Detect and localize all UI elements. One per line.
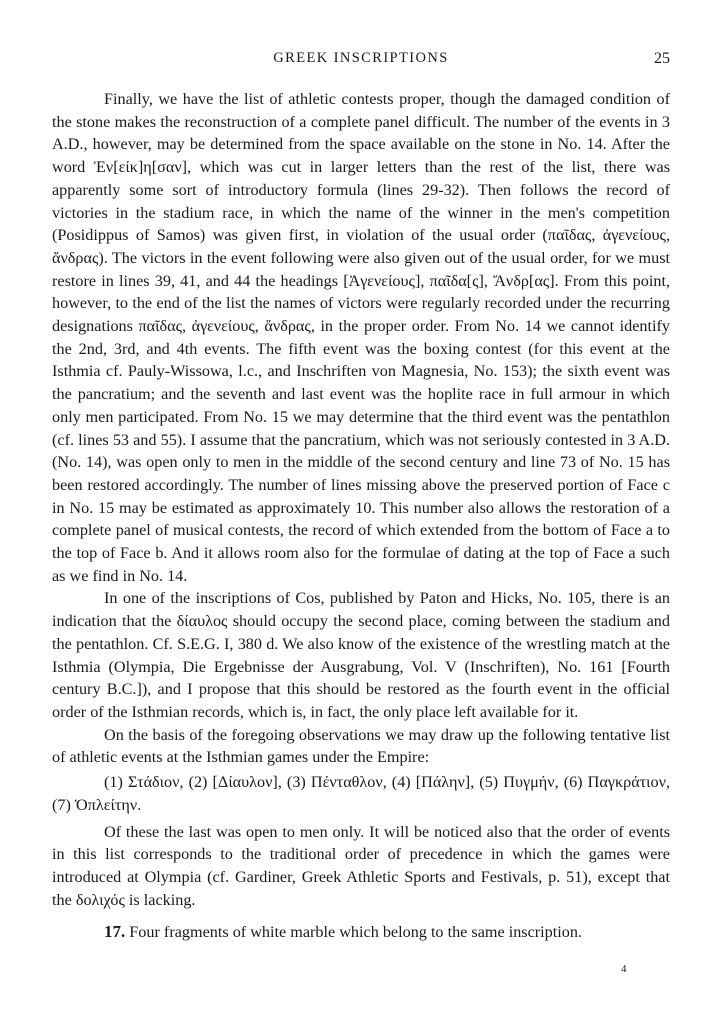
section-17 — [52, 921, 670, 944]
paragraph-tentative-list-intro: On the basis of the foregoing observations we may draw up the following tentative list of athletic events at the Isthmian games under the Empire: — [52, 725, 670, 767]
running-header — [52, 50, 670, 70]
paragraph-athletic-contests: Finally, we have the list of athletic contests proper, though the damaged condition of the stone makes the reconstruction of a complete panel difficult. The number of the events in 3 A.D., however, may be determined from the space available on the stone in No. 14. After the word Ἐν[είκ]η[σαν], which was cut in larger letters than the rest of the list, there was apparently some sort of introductory formula (lines 29-32). Then follows the record of victories in the stadium race, in which the name of the winner in the men's competition (Posidippus of Samos) was given first, in violation of the usual order (παῖδας, ἀγενείους, ἄνδρας). The victors in the event following were also given out of the usual order, for we must restore in lines 39, 41, and 44 the headings [Ἀγενείους], παῖδα[ς], Ἄνδρ[ας]. From this point, however, to the end of the list the names of victors were regularly recorded under the recurring designations παῖδας, ἀγενείους, ἄνδρας, in the proper order. From No. 14 we cannot identify the 2nd, 3rd, and 4th events. The fifth event was the boxing contest (for this event at the Isthmia cf. Pauly-Wissowa, l.c., and Inschriften von Magnesia, No. 153); the sixth event was the pancratium; and the seventh and last event was the hoplite race in full armour in which only men participated. From No. 15 we may determine that the third event was the pentathlon (cf. lines 53 and 55). I assume that the pancratium, which was not seriously contested in 3 A.D. (No. 14), was open only to men in the middle of the second century and line 73 of No. 15 has been restored accordingly. The number of lines missing above the preserved portion of Face c in No. 15 may be estimated as approximately 10. This number also allows the restoration of a complete panel of musical contests, the record of which extended from the bottom of Face a to the top of Face b. And it allows room also for the formulae of dating at the top of Face a such as we find in No. 14. — [52, 90, 670, 585]
body-text — [52, 88, 670, 944]
running-title: GREEK INSCRIPTIONS — [273, 50, 449, 66]
signature-mark: 4 — [621, 963, 627, 975]
page-number: 25 — [654, 50, 670, 67]
event-list: (1) Στάδιον, (2) [Δίαυλον], (3) Πένταθλον, (4) [Πάλην], (5) Πυγμήν, (6) Παγκράτιον, (7) Ὁπλείτην. — [52, 773, 670, 814]
paragraph-order-of-events: Of these the last was open to men only. It will be noticed also that the order of events in this list corresponds to the traditional order of precedence in which the games were introduced at Olympia (cf. Gardiner, Greek Athletic Sports and Festivals, p. 51), except that the δολιχός is lacking. — [52, 822, 670, 909]
section-text: Four fragments of white marble which belong to the same inscription. — [129, 923, 582, 942]
paragraph-cos-inscription: In one of the inscriptions of Cos, published by Paton and Hicks, No. 105, there is an indication that the δίαυλος should occupy the second place, coming between the stadium and the pentathlon. Cf. S.E.G. I, 380 d. We also know of the existence of the wrestling match at the Isthmia (Olympia, Die Ergebnisse der Ausgrabung, Vol. V (Inschriften), No. 161 [Fourth century B.C.]), and I propose that this should be restored as the fourth event in the official order of the Isthmian records, which is, in fact, the only place left available for it. — [52, 589, 670, 721]
section-number: 17. — [104, 922, 126, 942]
